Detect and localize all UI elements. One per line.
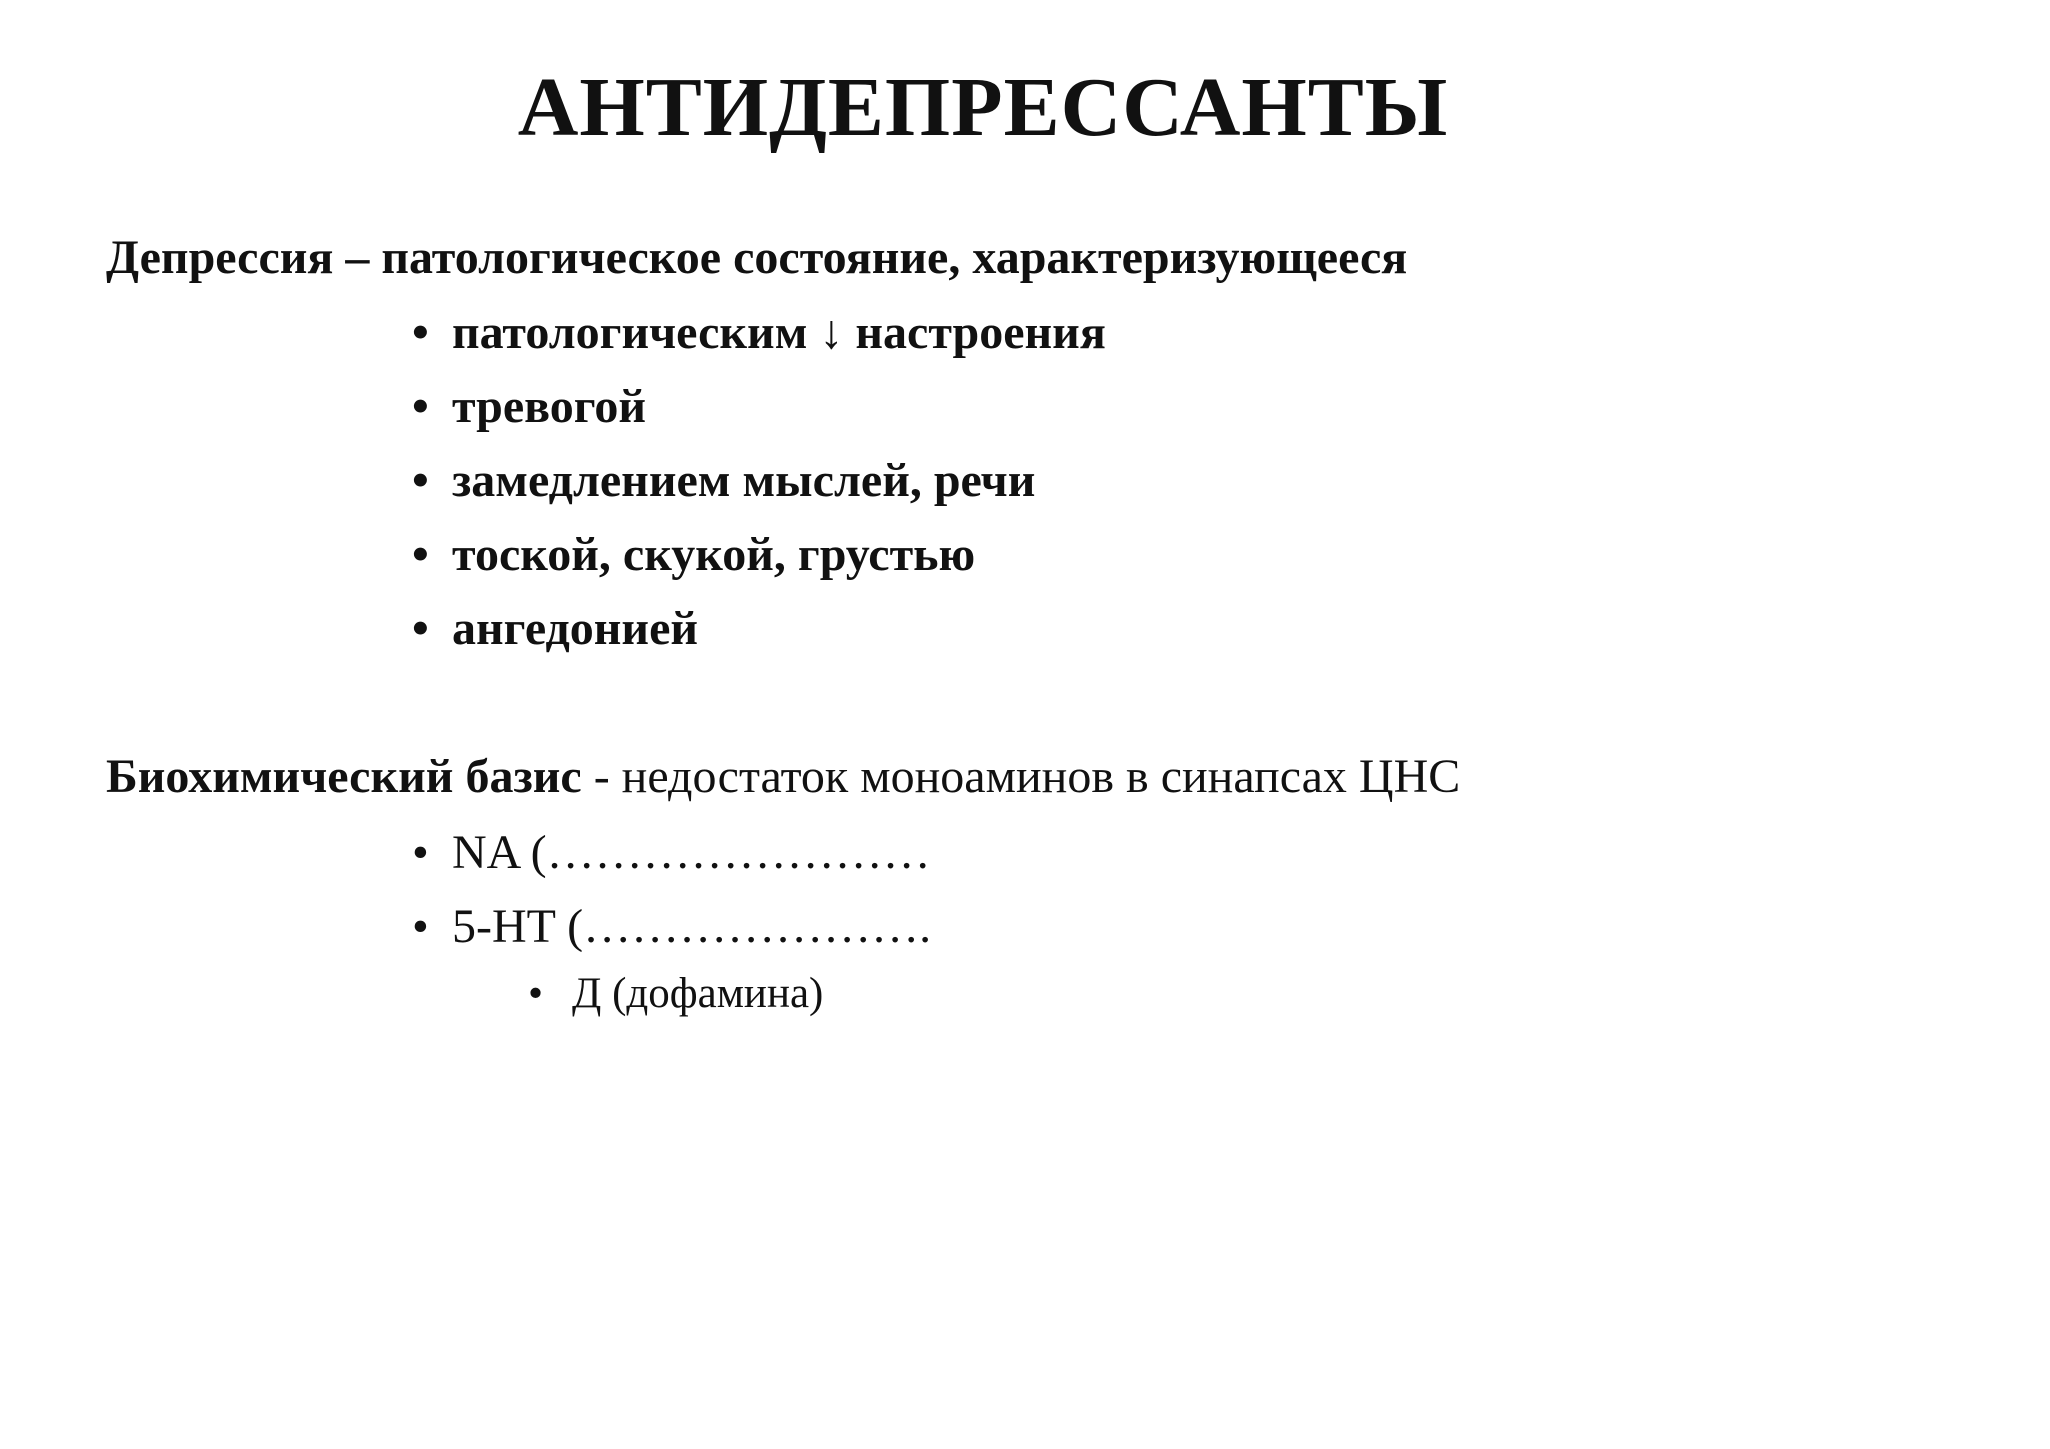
symptom-text: патологическим ↓ настроения	[452, 306, 1106, 359]
list-item	[528, 964, 824, 1024]
list-item	[412, 448, 1106, 522]
bullet-icon: •	[412, 528, 429, 581]
list-item	[412, 300, 1106, 374]
bullet-icon: •	[412, 900, 429, 953]
symptom-text: замедлением мыслей, речи	[452, 454, 1036, 507]
symptom-text: ангедонией	[452, 602, 699, 655]
depression-definition: Депрессия – патологическое состояние, характеризующееся	[106, 231, 1408, 284]
bullet-icon: •	[412, 306, 429, 359]
basis-description: недостаток моноаминов в синапсах ЦНС	[621, 750, 1461, 803]
bullet-icon: •	[412, 454, 429, 507]
monoamine-subtext: Д (дофамина)	[572, 970, 824, 1017]
list-item	[412, 596, 1106, 670]
monoamine-list	[412, 820, 932, 968]
bullet-icon: •	[412, 380, 429, 433]
symptom-text: тревогой	[452, 380, 647, 433]
symptom-list	[412, 300, 1106, 670]
slide-title: АНТИДЕПРЕССАНТЫ	[517, 61, 1449, 154]
list-item	[412, 820, 931, 894]
bullet-icon: •	[412, 826, 429, 879]
list-item	[412, 374, 1106, 448]
bullet-icon: •	[528, 970, 544, 1017]
monoamine-text: NA (……………………	[452, 826, 931, 879]
monoamine-sublist	[528, 964, 824, 1024]
list-item	[412, 894, 932, 968]
list-item	[412, 522, 1106, 596]
bullet-icon: •	[412, 602, 429, 655]
basis-term: Биохимический базис	[106, 750, 582, 803]
symptom-text: тоской, скукой, грустью	[452, 528, 976, 581]
monoamine-text: 5-HT (………………….	[452, 900, 932, 953]
biochemical-basis	[106, 746, 1460, 808]
basis-separator: -	[581, 750, 622, 803]
